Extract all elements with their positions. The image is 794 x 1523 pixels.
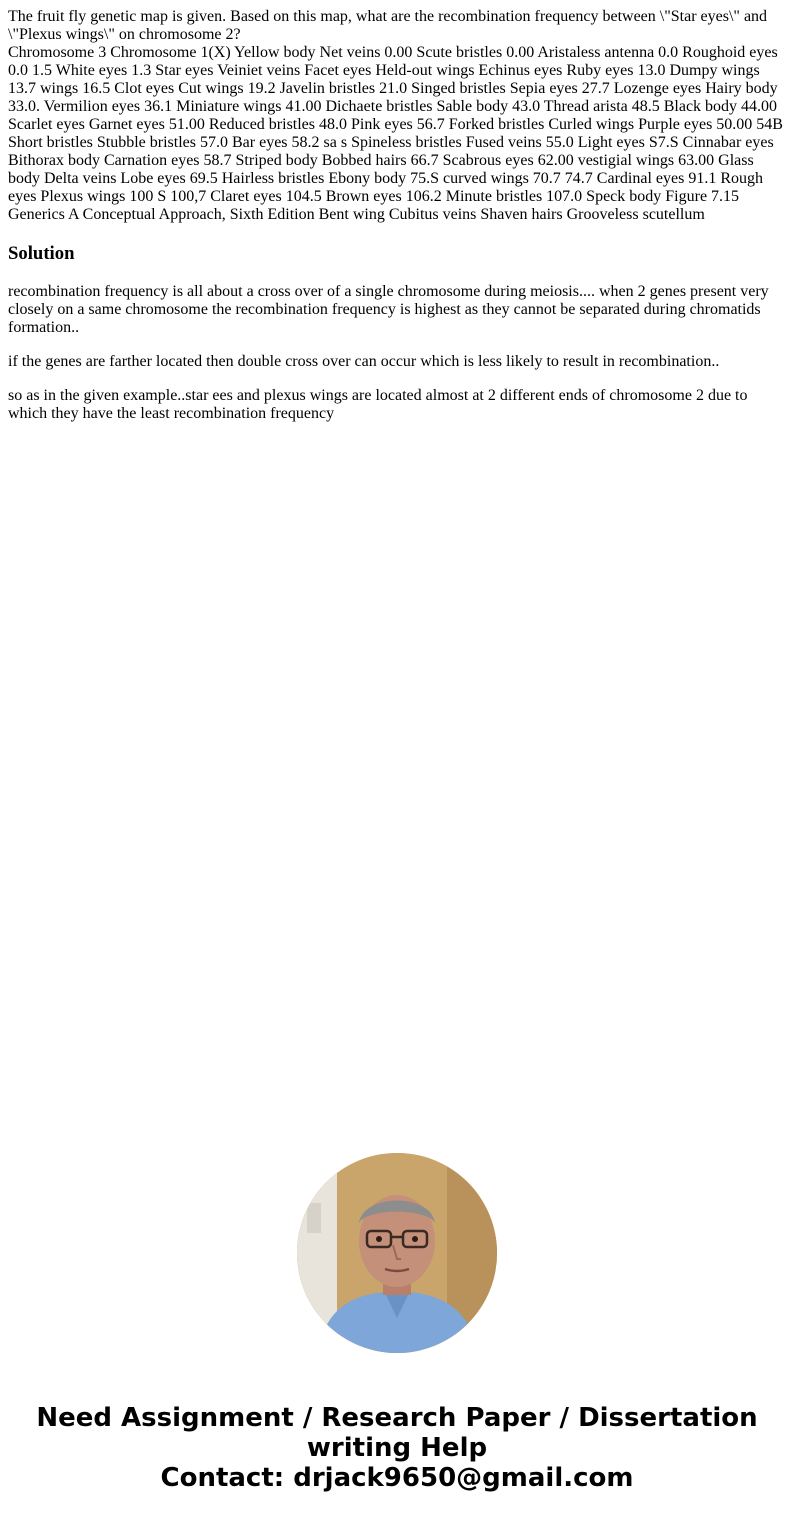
- promo-banner: [0, 1403, 794, 1493]
- author-portrait-image: [297, 1153, 497, 1353]
- solution-paragraph-2: if the genes are farther located then double cross over can occur which is less likely to result in recombination..: [8, 353, 720, 370]
- promo-line-help: Need Assignment / Research Paper / Dissertation writing Help: [36, 1403, 758, 1463]
- promo-line-contact: Contact: drjack9650@gmail.com: [160, 1463, 634, 1493]
- solution-paragraph-3: so as in the given example..star ees and plexus wings are located almost at 2 different ends of chromosome 2 due to which they have the least recombination frequency: [8, 387, 748, 422]
- main-content: [0, 0, 794, 423]
- author-avatar: [297, 1153, 497, 1353]
- question-text: The fruit fly genetic map is given. Based on this map, what are the recombination frequency between \"Star eyes\" and \"Plexus wings\" on chromosome 2?: [8, 8, 768, 43]
- solution-heading: Solution: [8, 243, 75, 264]
- genetic-map-text: Chromosome 3 Chromosome 1(X) Yellow body Net veins 0.00 Scute bristles 0.00 Aristaless antenna 0.0 Roughoid eyes 0.0 1.5 White eyes 1.3 Star eyes Veiniet veins Facet eyes Held-out wings Echinus eyes Ruby eyes 13.0 Dumpy wings 13.7 wings 16.5 Clot eyes Cut wings 19.2 Javelin bristles 21.0 Singed bristles Sepia eyes 27.7 Lozenge eyes Hairy body 33.0. Vermilion eyes 36.1 Miniature wings 41.00 Dichaete bristles Sable body 43.0 Thread arista 48.5 Black body 44.00 Scarlet eyes Garnet eyes 51.00 Reduced bristles 48.0 Pink eyes 56.7 Forked bristles Curled wings Purple eyes 50.00 54B Short bristles Stubble bristles 57.0 Bar eyes 58.2 sa s Spineless bristles Fused veins 55.0 Light eyes S7.S Cinnabar eyes Bithorax body Carnation eyes 58.7 Striped body Bobbed hairs 66.7 Scabrous eyes 62.00 vestigial wings 63.00 Glass body Delta veins Lobe eyes 69.5 Hairless bristles Ebony body 75.S curved wings 70.7 74.7 Cardinal eyes 91.1 Rough eyes Plexus wings 100 S 100,7 Claret eyes 104.5 Brown eyes 106.2 Minute bristles 107.0 Speck body Figure 7.15 Generics A Conceptual Approach, Sixth Edition Bent wing Cubitus veins Shaven hairs Grooveless scutellum: [8, 44, 783, 223]
- solution-paragraph-1: recombination frequency is all about a cross over of a single chromosome during meiosis.... when 2 genes present very closely on a same chromosome the recombination frequency is highest as they cannot be separated during chromatids formation..: [8, 283, 769, 336]
